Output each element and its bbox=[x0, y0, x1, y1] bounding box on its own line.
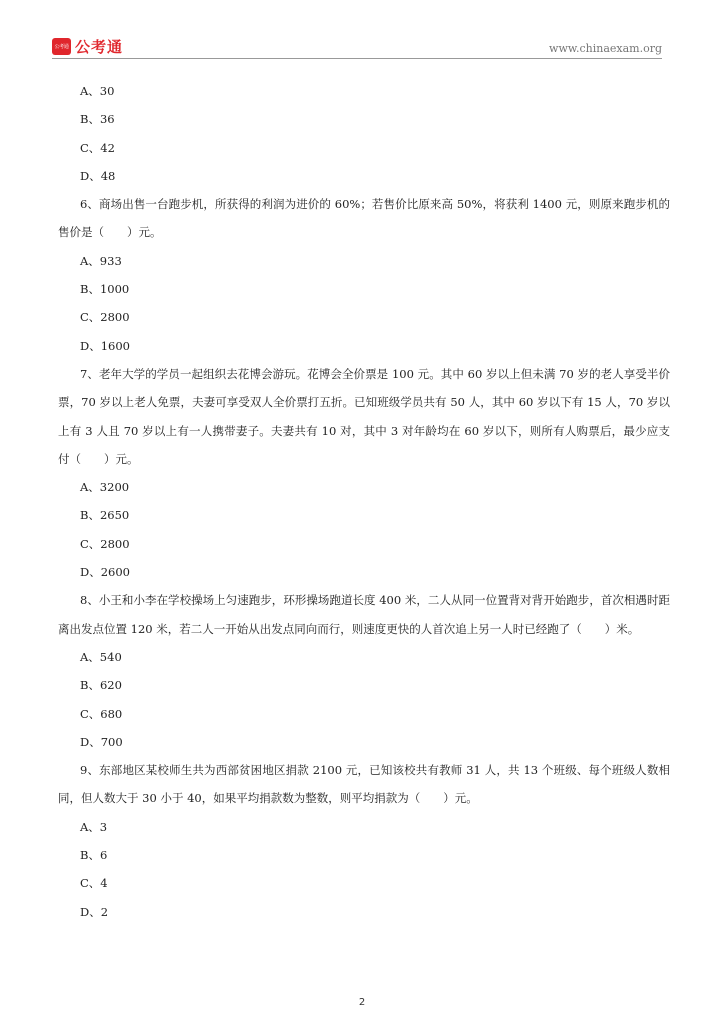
answer-option: B、36 bbox=[80, 112, 115, 127]
answer-option: C、2800 bbox=[80, 310, 130, 325]
answer-option: D、1600 bbox=[80, 338, 130, 353]
logo-badge-icon: 公考通 bbox=[52, 38, 71, 55]
answer-option: C、680 bbox=[80, 706, 123, 721]
answer-option: B、620 bbox=[80, 678, 122, 693]
answer-option: C、42 bbox=[80, 140, 115, 155]
question-text: 6、商场出售一台跑步机，所获得的利润为进价的 60%；若售价比原来高 50%，将获利 1400 元，则原来跑步机的售价是（ ）元。 bbox=[58, 197, 670, 240]
document-body bbox=[58, 77, 670, 926]
answer-option: C、2800 bbox=[80, 536, 130, 551]
page-number: 2 bbox=[358, 997, 366, 1008]
site-url: www.chinaexam.org bbox=[549, 42, 662, 55]
answer-option: A、3 bbox=[80, 819, 108, 834]
answer-option: A、30 bbox=[80, 84, 115, 98]
answer-option: D、2600 bbox=[80, 565, 130, 580]
question-text: 7、老年大学的学员一起组织去花博会游玩。花博会全价票是 100 元。其中 60 岁以上但未满 70 岁的老人享受半价票，70 岁以上老人免票，夫妻可享受双人全价票打五折。已知班级学员共有 50 人，其中 60 岁以下有 15 人，70 岁以上有 3 人且 70 岁以上有一人携带妻子。夫妻共有 10 对，其中 3 对年龄均在 60 岁以下，则所有人购票后，最少应支付（ ）元。 bbox=[58, 366, 670, 466]
page-header bbox=[52, 33, 662, 59]
answer-option: A、540 bbox=[80, 649, 122, 664]
answer-option: C、4 bbox=[80, 876, 108, 891]
brand-logo[interactable] bbox=[52, 36, 123, 57]
answer-option: A、3200 bbox=[80, 480, 130, 495]
answer-option: B、6 bbox=[80, 848, 108, 863]
header-divider bbox=[52, 58, 662, 59]
question-text: 8、小王和小李在学校操场上匀速跑步，环形操场跑道长度 400 米，二人从同一位置背对背开始跑步，首次相遇时距离出发点位置 120 米，若二人一开始从出发点同向而行，则速度更快的人首次追上另一人时已经跑了（ ）米。 bbox=[58, 593, 670, 636]
answer-option: B、1000 bbox=[80, 282, 130, 297]
answer-option: A、933 bbox=[80, 253, 122, 268]
logo-text: 公考通 bbox=[75, 38, 124, 56]
answer-option: D、48 bbox=[80, 168, 116, 183]
answer-option: D、2 bbox=[80, 904, 109, 919]
answer-option: D、700 bbox=[80, 734, 123, 749]
question-text: 9、东部地区某校师生共为西部贫困地区捐款 2100 元，已知该校共有教师 31 人，共 13 个班级、每个班级人数相同，但人数大于 30 小于 40，如果平均捐款数为整数，则平均捐款为（ ）元。 bbox=[58, 763, 670, 806]
answer-option: B、2650 bbox=[80, 508, 130, 523]
